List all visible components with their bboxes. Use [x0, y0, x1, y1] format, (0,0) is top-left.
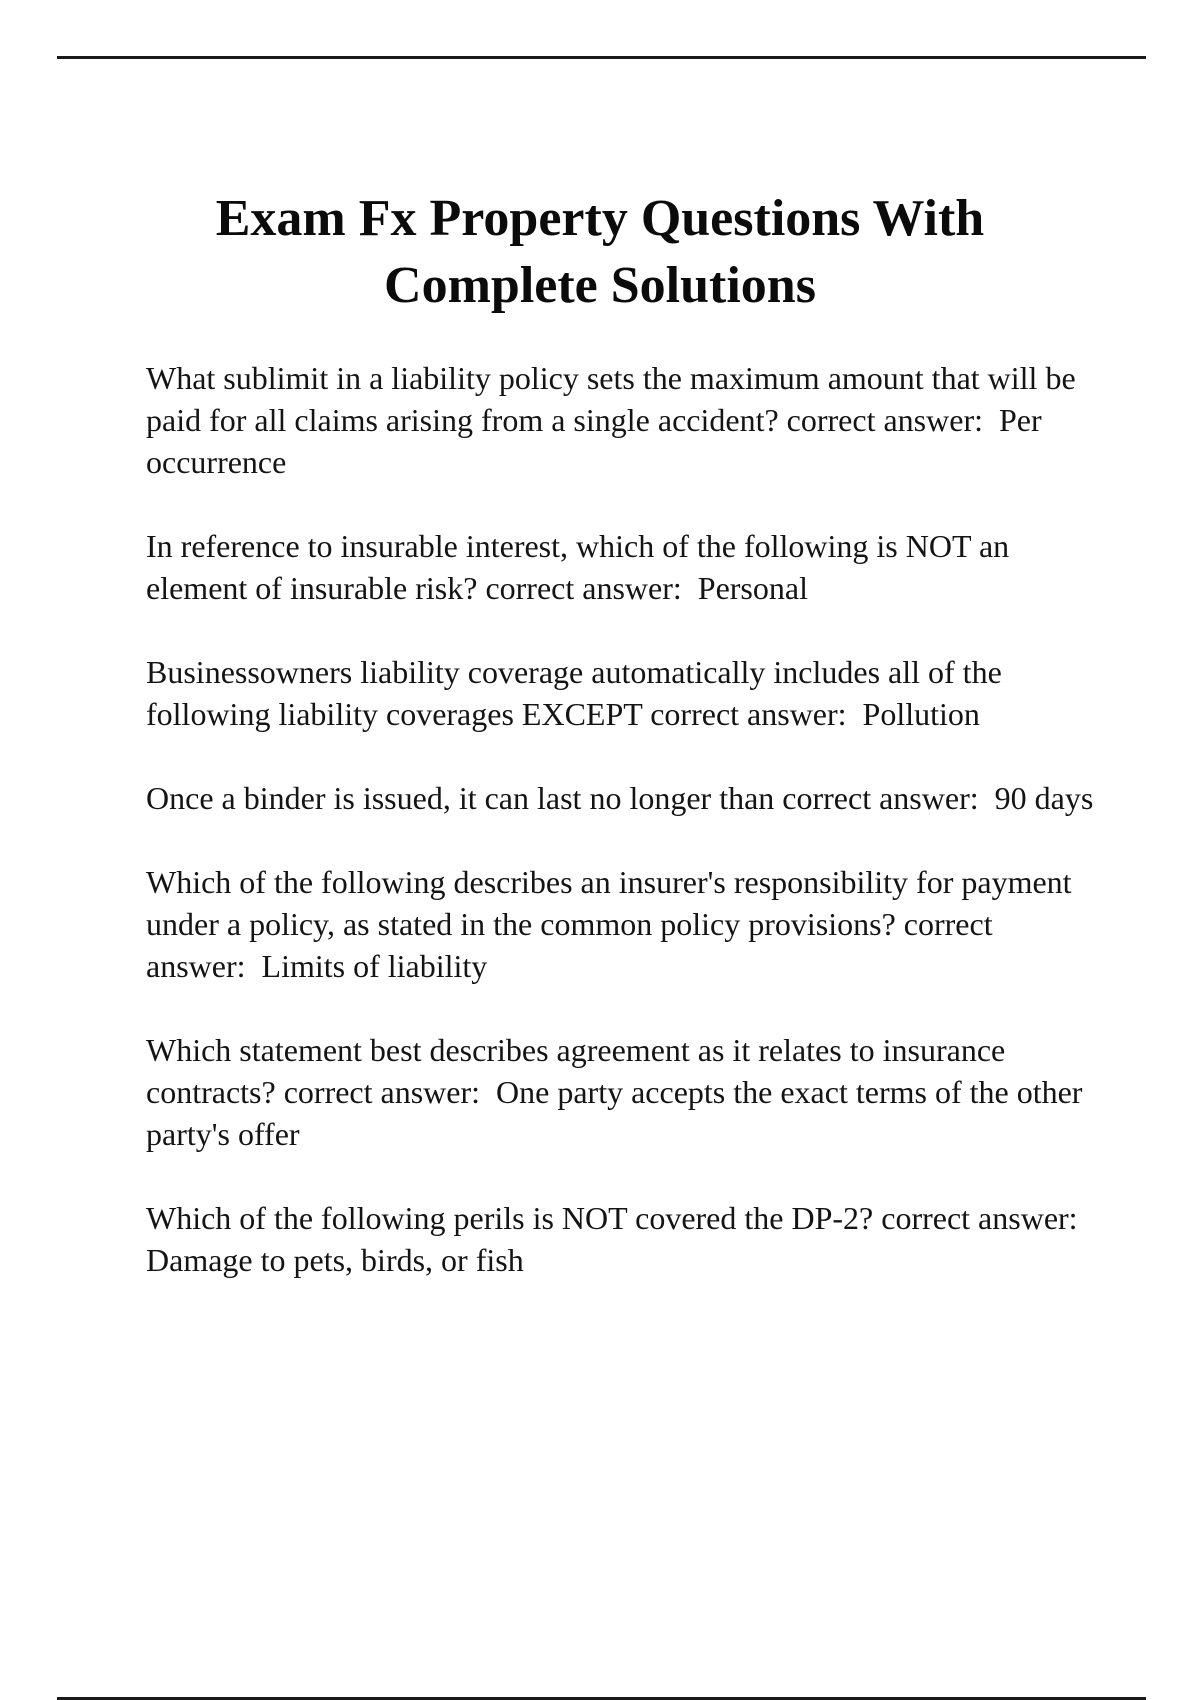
answer-text: Limits of liability	[261, 948, 488, 984]
answer-text: One party accepts the exact terms of the other party's offer	[146, 1074, 1091, 1152]
question-text: Which of the following perils is NOT covered the DP-2?	[146, 1200, 882, 1236]
answer-text: Per occurrence	[146, 402, 1050, 480]
header-rule	[57, 56, 1146, 59]
answer-label: correct answer:	[786, 402, 999, 438]
question-text: Businessowners liability coverage automatically includes all of the following liability coverages EXCEPT	[146, 654, 1010, 732]
qa-item	[146, 1197, 1096, 1281]
answer-label: correct answer:	[283, 1074, 497, 1110]
answer-text: Pollution	[862, 696, 980, 732]
answer-text: Personal	[697, 570, 808, 606]
qa-item	[146, 525, 1096, 609]
answer-label: correct answer:	[782, 780, 995, 816]
answer-text: Damage to pets, birds, or fish	[146, 1242, 524, 1278]
answer-label: correct answer:	[485, 570, 698, 606]
title-line-2: Complete Solutions	[384, 257, 816, 314]
qa-item	[146, 651, 1096, 735]
title-line-1: Exam Fx Property Questions With	[215, 190, 985, 247]
qa-list	[146, 357, 1096, 1281]
question-text: What sublimit in a liability policy sets the maximum amount that will be paid for all claims arising from a single accident?	[146, 360, 1084, 438]
question-text: In reference to insurable interest, which of the following is NOT an element of insurable risk?	[146, 528, 1018, 606]
answer-label: correct answer:	[146, 906, 1001, 984]
qa-item	[146, 861, 1096, 987]
answer-text: 90 days	[994, 780, 1094, 816]
qa-item	[146, 777, 1096, 819]
qa-item	[146, 357, 1096, 483]
answer-label: correct answer:	[881, 1200, 1094, 1236]
answer-label: correct answer:	[650, 696, 863, 732]
question-text: Which of the following describes an insurer's responsibility for payment under a policy, as stated in the common policy provisions?	[146, 864, 1080, 942]
question-text: Which statement best describes agreement as it relates to insurance contracts?	[146, 1032, 1014, 1110]
question-text: Once a binder is issued, it can last no longer than	[146, 780, 783, 816]
qa-item	[146, 1029, 1096, 1155]
document-title	[0, 185, 1200, 319]
